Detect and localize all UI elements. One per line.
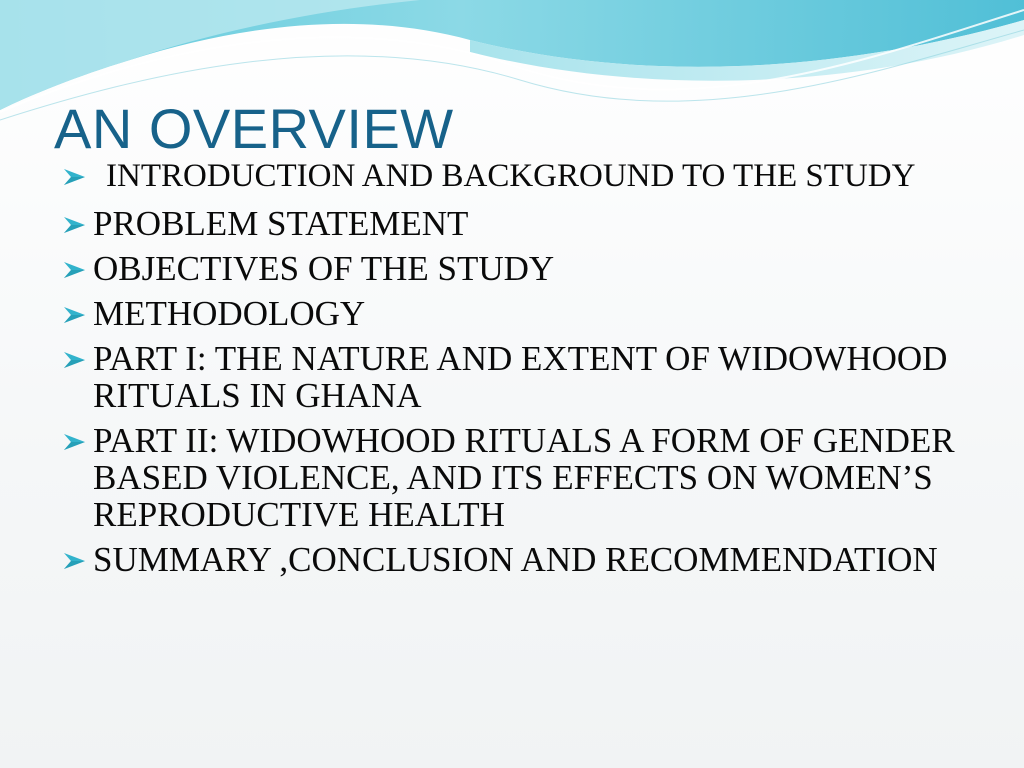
list-item	[62, 205, 962, 242]
bullet-text: PROBLEM STATEMENT	[93, 204, 469, 243]
bullet-text: PART II: WIDOWHOOD RITUALS A FORM OF GENDER BASED VIOLENCE, AND ITS EFFECTS ON WOMEN’S REPRODUCTIVE HEALTH	[93, 421, 955, 534]
arrow-bullet-icon	[63, 215, 87, 235]
arrow-bullet-icon	[63, 167, 87, 187]
bullet-list	[62, 160, 962, 586]
list-item	[62, 541, 962, 578]
arrow-bullet-icon	[63, 551, 87, 571]
bullet-text: INTRODUCTION AND BACKGROUND TO THE STUDY	[106, 158, 916, 194]
bullet-text: PART I: THE NATURE AND EXTENT OF WIDOWHOOD RITUALS IN GHANA	[93, 339, 948, 415]
list-item	[62, 422, 962, 533]
arrow-bullet-icon	[63, 432, 87, 452]
list-item	[62, 295, 962, 332]
arrow-bullet-icon	[63, 350, 87, 370]
slide-title: AN OVERVIEW	[54, 97, 454, 160]
list-item	[62, 340, 962, 414]
list-item	[62, 160, 962, 193]
arrow-bullet-icon	[63, 260, 87, 280]
list-item	[62, 250, 962, 287]
arrow-bullet-icon	[63, 305, 87, 325]
bullet-text: OBJECTIVES OF THE STUDY	[93, 249, 555, 288]
bullet-text: SUMMARY ,CONCLUSION AND RECOMMENDATION	[93, 540, 938, 579]
bullet-text: METHODOLOGY	[93, 294, 366, 333]
